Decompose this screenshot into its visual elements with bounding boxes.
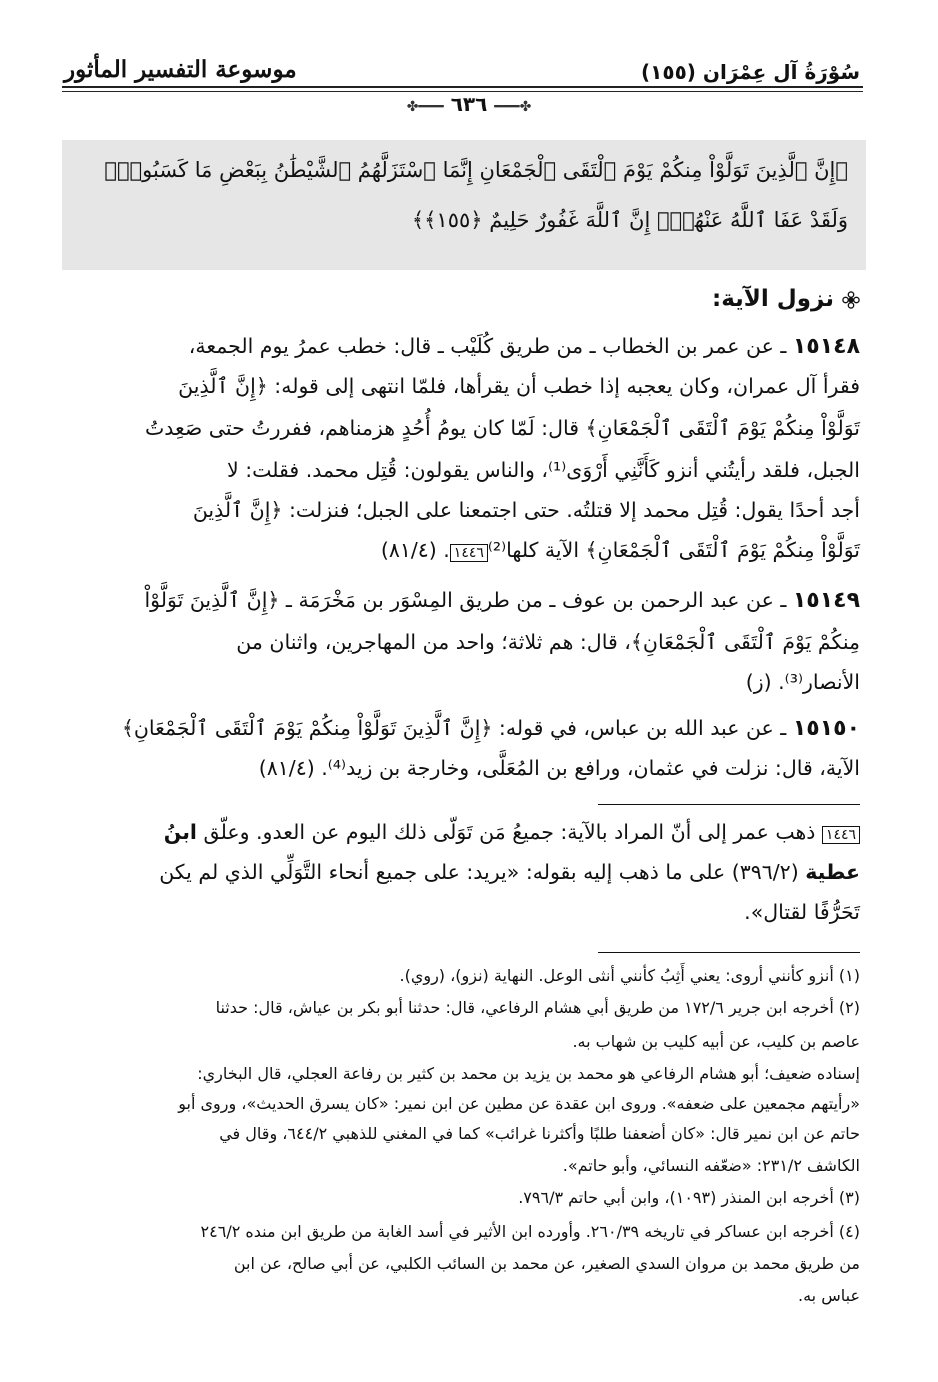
header-rule bbox=[62, 86, 863, 88]
footnote-line: (٢) أخرجه ابن جرير ١٧٢/٦ من طريق أبي هشام الرفاعي، قال: حدثنا أبو بكر بن عياش، قال: حدثنا bbox=[215, 998, 860, 1017]
ornament-icon: ━━━✤ bbox=[494, 99, 532, 115]
narration-line: ١٥١٤٨ ـ عن عمر بن الخطاب ـ من طريق كُلَيْب ـ قال: خطب عمرُ يوم الجمعة، bbox=[188, 334, 860, 359]
narration-line: الأنصار⁽³⁾. (ز) bbox=[745, 670, 860, 694]
commentary-line: عطية (٣٩٦/٢) على ما ذهب إليه بقوله: «يريد: على جميع أنحاء التَّوَلِّي الذي لم يكن bbox=[159, 860, 860, 884]
narration-number: ١٥١٤٨ bbox=[792, 334, 860, 359]
narration-line: فقرأ آل عمران، وكان يعجبه إذا خطب أن يقرأها، فلمّا انتهى إلى قوله: ﴿إِنَّ ٱلَّذِينَ bbox=[178, 374, 860, 398]
footnote-line: (٤) أخرجه ابن عساكر في تاريخه ٢٦٠/٣٩. وأورده ابن الأثير في أسد الغابة من طريق ابن منده ٢٤٦/٢ bbox=[200, 1222, 860, 1241]
footnote-line: «رأيتهم مجمعين على ضعفه». وروى ابن عقدة عن مطين عن ابن نمير: «كان يسرق الحديث»، وروى أبو bbox=[178, 1094, 860, 1113]
editor-note-ref-box: ١٤٤٦ bbox=[822, 826, 860, 844]
page-number-row bbox=[0, 92, 938, 116]
narration-line: ١٥١٥٠ ـ عن عبد الله بن عباس، في قوله: ﴿إِنَّ ٱلَّذِينَ تَوَلَّوْاْ مِنكُمْ يَوْمَ ٱلْتَقَى ٱلْجَمْعَانِ﴾ bbox=[121, 716, 860, 741]
narration-number: ١٥١٥٠ bbox=[792, 716, 860, 741]
running-header-surah: سُوْرَةُ آل عِمْرَان (١٥٥) bbox=[641, 60, 860, 84]
footnote-line: إسناده ضعيف؛ أبو هشام الرفاعي هو محمد بن يزيد بن محمد بن كثير بن رفاعة العجلي، قال البخاري: bbox=[197, 1064, 860, 1083]
quran-verse-box bbox=[62, 140, 866, 270]
commentary-separator bbox=[598, 804, 860, 805]
page-number: ٦٣٦ bbox=[450, 92, 488, 116]
ornament-icon: ✤━━━ bbox=[406, 99, 444, 115]
footnote-line: من طريق محمد بن مروان السدي الصغير، عن محمد بن السائب الكلبي، عن أبي صالح، عن ابن bbox=[233, 1254, 860, 1273]
narration-line: الآية، قال: نزلت في عثمان، ورافع بن المُعَلَّى، وخارجة بن زيد⁽⁴⁾. (٨١/٤) bbox=[258, 756, 860, 780]
narration-line: تَوَلَّوْاْ مِنكُمْ يَوْمَ ٱلْتَقَى ٱلْجَمْعَانِ﴾ قال: لَمّا كان يومُ أُحُدٍ هزمناهم، ففررتُ حتى صَعِدتُ bbox=[144, 416, 860, 440]
footnote-line: عباس به. bbox=[798, 1286, 860, 1305]
narration-line: ١٥١٤٩ ـ عن عبد الرحمن بن عوف ـ من طريق المِسْوَر بن مَخْرَمَة ـ ﴿إِنَّ ٱلَّذِينَ تَوَلَّوْاْ bbox=[144, 588, 860, 613]
footnote-line: عاصم بن كليب، عن أبيه كليب بن شهاب به. bbox=[572, 1032, 860, 1051]
commentary-line: ١٤٤٦ ذهب عمر إلى أنّ المراد بالآية: جميعُ مَن تَوَلّى ذلك اليوم عن العدو. وعلّق ابنُ bbox=[64, 822, 860, 844]
narration-line: مِنكُمْ يَوْمَ ٱلْتَقَى ٱلْجَمْعَانِ﴾، قال: هم ثلاثة؛ واحد من المهاجرين، واثنان من bbox=[236, 630, 860, 654]
narration-line: تَوَلَّوْاْ مِنكُمْ يَوْمَ ٱلْتَقَى ٱلْجَمْعَانِ﴾ الآية كلها⁽²⁾١٤٤٦. (٨١/٤) bbox=[380, 538, 860, 562]
verse-line-2: وَلَقَدْ عَفَا ٱللَّهُ عَنْهُمْۗ إِنَّ ٱللَّهَ غَفُورٌ حَلِيمٌ ﴿١٥٥﴾﴾ bbox=[411, 208, 848, 232]
narration-line: الجبل، فلقد رأيتُني أنزو كَأَنَّنِي أَرْوَى⁽¹⁾، والناس يقولون: قُتِل محمد. فقلت: لا bbox=[226, 458, 860, 482]
footnotes-separator bbox=[598, 952, 860, 953]
source-ref: . (٨١/٤) bbox=[380, 538, 450, 562]
narration-number: ١٥١٤٩ bbox=[792, 588, 860, 613]
running-header-book-title: موسوعة التفسير المأثور bbox=[64, 56, 297, 83]
verse-line-1: ﴿إِنَّ ٱلَّذِينَ تَوَلَّوْاْ مِنكُمْ يَوْمَ ٱلْتَقَى ٱلْجَمْعَانِ إِنَّمَا ٱسْتَزَلَّهُمُ ٱلشَّيْطَٰنُ بِبَعْضِ مَا كَسَبُواْۖ bbox=[104, 158, 848, 182]
footnote-line: الكاشف ٢٣١/٢: «ضعّفه النسائي، وأبو حاتم». bbox=[562, 1156, 860, 1175]
footnote-line: (٣) أخرجه ابن المنذر (١٠٩٣)، وابن أبي حاتم ٧٩٦/٣. bbox=[518, 1188, 860, 1207]
editor-note-ref-box: ١٤٤٦ bbox=[450, 544, 488, 562]
section-title-text: نزول الآية: bbox=[712, 286, 834, 312]
flower-ornament-icon bbox=[842, 291, 860, 309]
commentary-line: تَحَرُّفًا لقتال». bbox=[744, 900, 860, 924]
narration-line: أجد أحدًا يقول: قُتِل محمد إلا قتلتُه. حتى اجتمعنا على الجبل؛ فنزلت: ﴿إِنَّ ٱلَّذِينَ bbox=[192, 498, 860, 522]
footnote-line: (١) أنزو كأنني أروى: يعني أَثِبُ كأنني أنثى الوعل. النهاية (نزو)، (روي). bbox=[399, 966, 860, 985]
section-title bbox=[712, 286, 860, 312]
footnote-line: حاتم عن ابن نمير قال: «كان أضعفنا طلبًا وأكثرنا غرائب» كما في المغني للذهبي ٦٤٤/٢، وقال في bbox=[219, 1124, 860, 1143]
